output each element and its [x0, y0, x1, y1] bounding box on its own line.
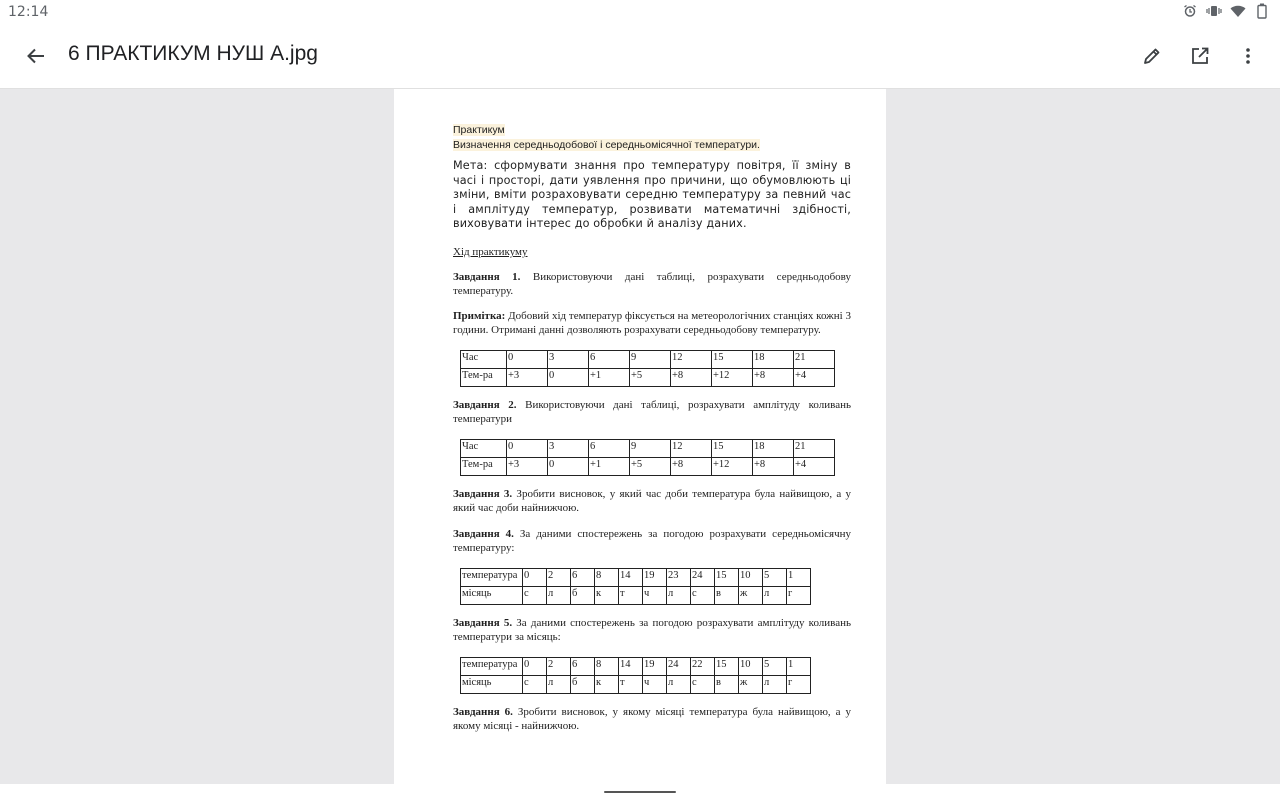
- task-2: Завдання 2. Використовуючи дані таблиці, розрахувати амплітуду коливань температури: [453, 398, 851, 426]
- status-time: 12:14: [8, 4, 49, 20]
- table-4: [460, 657, 811, 694]
- more-vert-icon: [1238, 46, 1258, 66]
- table-row: температура 0 2 6 8 14 19 24 22 15 10 5 1: [461, 657, 811, 675]
- document-page: [394, 89, 886, 784]
- more-options-button[interactable]: [1232, 40, 1264, 72]
- table-row: Тем-ра +3 0 +1 +5 +8 +12 +8 +4: [461, 457, 835, 475]
- course-heading: Хід практикуму: [453, 245, 528, 258]
- vibrate-icon: [1206, 3, 1222, 19]
- open-in-new-icon: [1190, 46, 1210, 66]
- doc-subheading: Визначення середньодобової і середньомісячної температури.: [453, 139, 760, 151]
- table-row: Час 0 3 6 9 12 15 18 21: [461, 350, 835, 368]
- document-content: [453, 123, 851, 734]
- doc-heading: Практикум: [453, 124, 505, 136]
- back-button[interactable]: [20, 40, 52, 72]
- edit-button[interactable]: [1136, 40, 1168, 72]
- alarm-icon: [1182, 3, 1198, 19]
- pencil-icon: [1142, 46, 1162, 66]
- app-bar: [0, 24, 1280, 89]
- task-6: Завдання 6. Зробити висновок, у якому місяці температура була найвищою, а у якому місяці - найнижчою.: [453, 705, 851, 733]
- table-row: місяць с л б к т ч л с в ж л г: [461, 586, 811, 604]
- file-title: 6 ПРАКТИКУМ НУШ А.jpg: [68, 42, 318, 65]
- task-3: Завдання 3. Зробити висновок, у який час доби температура була найвищою, а у який час доби найнижчою.: [453, 487, 851, 515]
- task-1: Завдання 1. Використовуючи дані таблиці, розрахувати середньодобову температуру.: [453, 270, 852, 298]
- status-icons: [1182, 3, 1270, 19]
- wifi-icon: [1230, 3, 1246, 19]
- table-row: Тем-ра +3 0 +1 +5 +8 +12 +8 +4: [461, 368, 835, 386]
- task-5: Завдання 5. За даними спостережень за погодою розрахувати амплітуду коливань температури за місяць:: [453, 616, 852, 644]
- table-row: Час 0 3 6 9 12 15 18 21: [461, 439, 835, 457]
- goal-paragraph: Мета: сформувати знання про температуру повітря, її зміну в часі і просторі, дати уявлення про причини, що обумовлюють ці зміни, вміти розраховувати середню температуру за певний час і амплітуду температур, розвивати математичні здібності, виховувати інтерес до обробки й аналізу даних.: [453, 159, 851, 231]
- battery-icon: [1254, 3, 1270, 19]
- task-4: Завдання 4. За даними спостережень за погодою розрахувати середньомісячну температуру:: [453, 527, 851, 555]
- home-indicator[interactable]: [604, 791, 676, 793]
- table-2: [460, 439, 835, 476]
- image-viewer[interactable]: [0, 89, 1280, 784]
- note: Примітка: Добовий хід температур фіксується на метеорологічних станціях кожні 3 години. Отримані данні дозволяють розрахувати середньодобову температуру.: [453, 309, 851, 337]
- status-bar: [0, 0, 1280, 24]
- table-3: [460, 568, 811, 605]
- table-row: місяць с л б к т ч л с в ж л г: [461, 675, 811, 693]
- arrow-back-icon: [26, 46, 46, 66]
- open-external-button[interactable]: [1184, 40, 1216, 72]
- table-row: температура 0 2 6 8 14 19 23 24 15 10 5 1: [461, 568, 811, 586]
- table-1: [460, 350, 835, 387]
